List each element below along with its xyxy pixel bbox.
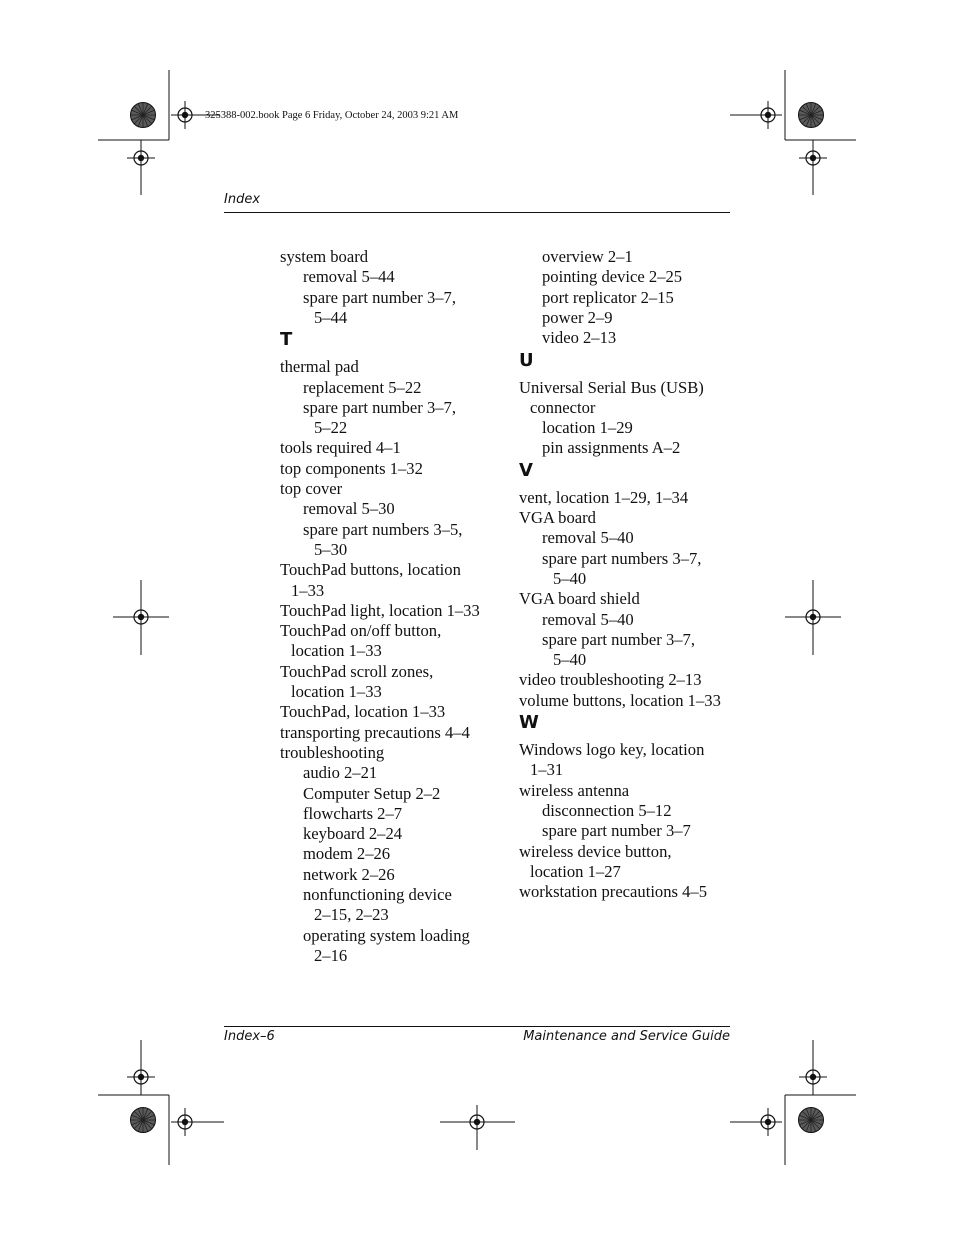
index-subentry: removal 5–40 (542, 528, 634, 548)
index-subentry: spare part number 3–7 (542, 821, 691, 841)
index-subentry-continuation: 5–44 (314, 307, 348, 327)
index-subentry: modem 2–26 (303, 844, 391, 864)
index-entry-continuation: 1–33 (291, 580, 325, 600)
index-subentry: replacement 5–22 (303, 377, 422, 397)
index-entry: TouchPad light, location 1–33 (280, 600, 480, 620)
index-entry: VGA board (519, 508, 596, 527)
index-subentry: video 2–13 (542, 328, 617, 348)
header-rule (224, 212, 730, 213)
index-entry: top cover (280, 479, 343, 498)
footer-page-number: Index–6 (224, 1029, 275, 1044)
index-entry-continuation: location 1–33 (291, 641, 382, 661)
index-subentry: overview 2–1 (542, 247, 633, 266)
index-entry: thermal pad (280, 357, 359, 377)
index-entry: Windows logo key, location (519, 740, 705, 759)
index-entry: TouchPad, location 1–33 (280, 702, 446, 722)
index-subentry: power 2–9 (542, 307, 613, 327)
index-entry: transporting precautions 4–4 (280, 722, 470, 742)
index-subentry: removal 5–44 (303, 267, 395, 287)
index-subentry: spare part numbers 3–5, (303, 519, 463, 539)
index-subentry: keyboard 2–24 (303, 824, 403, 844)
index-entry-continuation: 1–31 (530, 760, 564, 780)
index-entry: top components 1–32 (280, 458, 423, 478)
footer-rule (224, 1026, 730, 1027)
index-subentry: Computer Setup 2–2 (303, 783, 441, 803)
footer-book-title: Maintenance and Service Guide (523, 1029, 730, 1044)
index-subentry-continuation: 2–16 (314, 945, 348, 965)
index-subentry: operating system loading (303, 925, 470, 945)
index-subentry: removal 5–30 (303, 499, 395, 519)
index-subentry: flowcharts 2–7 (303, 803, 403, 823)
index-entry: VGA board shield (519, 589, 640, 609)
index-subentry: removal 5–40 (542, 609, 634, 629)
index-subentry: pin assignments A–2 (542, 438, 681, 458)
index-subentry-continuation: 5–22 (314, 418, 348, 438)
index-entry-continuation: location 1–33 (291, 682, 382, 701)
index-entry: video troubleshooting 2–13 (519, 670, 702, 690)
index-letter-heading: T (280, 329, 293, 351)
index-column-right (519, 247, 734, 977)
index-letter-heading: W (519, 712, 539, 733)
index-subentry: network 2–26 (303, 864, 395, 884)
index-subentry: port replicator 2–15 (542, 287, 674, 307)
index-subentry: location 1–29 (542, 418, 633, 438)
index-subentry-continuation: 5–40 (553, 568, 587, 588)
index-subentry: spare part number 3–7, (303, 287, 456, 307)
index-subentry-continuation: 5–30 (314, 539, 348, 559)
index-entry: wireless device button, (519, 841, 672, 861)
index-entry-continuation: location 1–27 (530, 861, 621, 881)
index-entry: system board (280, 247, 369, 266)
index-entry: workstation precautions 4–5 (519, 882, 708, 902)
index-entry: TouchPad buttons, location (280, 560, 461, 580)
index-entry: troubleshooting (280, 742, 385, 762)
index-subentry: spare part number 3–7, (303, 397, 456, 417)
index-subentry: pointing device 2–25 (542, 267, 683, 287)
index-entry: Universal Serial Bus (USB) (519, 377, 704, 397)
index-entry: volume buttons, location 1–33 (519, 690, 721, 710)
index-column-left (280, 247, 500, 977)
index-subentry: nonfunctioning device (303, 885, 452, 904)
index-entry: vent, location 1–29, 1–34 (519, 487, 689, 507)
index-entry: TouchPad scroll zones, (280, 661, 434, 681)
index-subentry: spare part number 3–7, (542, 629, 695, 649)
print-slug: 325388-002.book Page 6 Friday, October 24, 2003 9:21 AM (205, 110, 459, 121)
index-subentry-continuation: 2–15, 2–23 (314, 905, 389, 925)
index-letter-heading: U (519, 349, 534, 371)
running-header: Index (224, 192, 261, 207)
index-entry: tools required 4–1 (280, 438, 401, 458)
index-entry: wireless antenna (519, 780, 630, 800)
index-entry-continuation: connector (530, 397, 596, 417)
index-subentry-continuation: 5–40 (553, 650, 587, 670)
index-entry: TouchPad on/off button, (280, 621, 442, 641)
index-subentry: audio 2–21 (303, 763, 378, 783)
index-subentry: spare part numbers 3–7, (542, 548, 702, 568)
index-subentry: disconnection 5–12 (542, 800, 672, 820)
index-letter-heading: V (519, 459, 533, 481)
